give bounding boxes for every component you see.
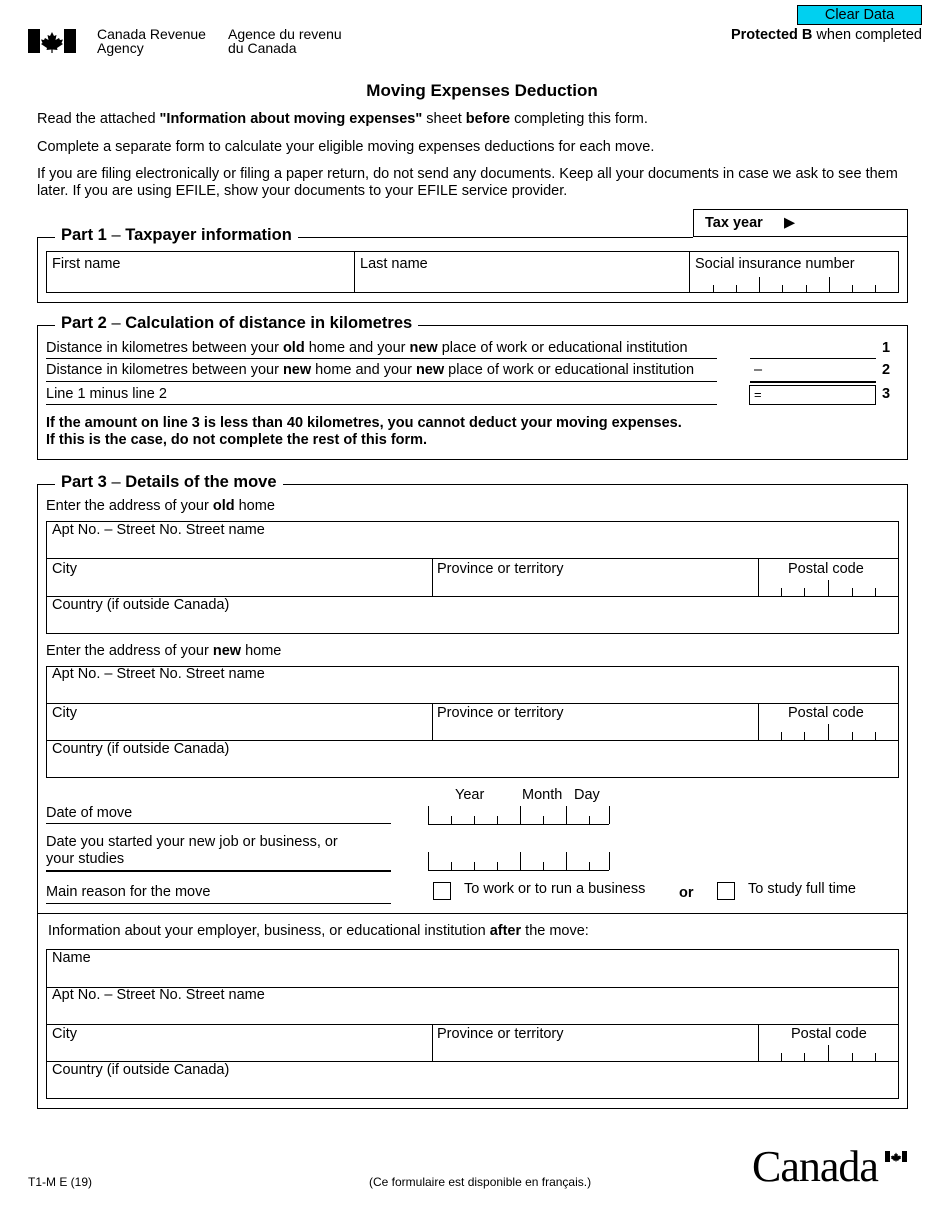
new-province-input[interactable] [434,721,756,739]
line3-input[interactable] [768,386,874,404]
date-tick [497,862,498,870]
line2-text-d: new [415,362,445,378]
agency-name-fr-line2: du Canada [228,40,297,56]
line1-label [46,340,688,356]
part2-legend-dash: – [106,314,126,332]
underline [46,404,717,405]
sin-tick [782,285,783,293]
divider [354,251,355,293]
agency-name-fr-line1: Agence du revenu [228,26,342,42]
old-home-text-a: Enter the address of your [46,498,213,514]
agency-name-en-line1: Canada Revenue [97,26,206,42]
line2-text-b: new [282,362,312,378]
tax-year-input[interactable] [808,211,904,235]
postal-tick [852,588,853,596]
line1-text-c: home and your [304,340,410,356]
postal-tick [852,1053,853,1061]
date-tick [474,816,475,824]
tax-year-arrow-icon: ▶ [784,215,796,231]
section-divider [37,913,908,914]
employer-street-label: Apt No. – Street No. Street name [52,987,265,1003]
divider [432,1024,433,1061]
old-home-text-b: old [212,498,235,514]
postal-tick [781,1053,782,1061]
old-city-label: City [52,561,77,577]
date-started-label-1: Date you started your new job or business, or [46,834,338,850]
postal-tick [804,732,805,740]
employer-city-input[interactable] [48,1042,430,1060]
underline [750,358,876,359]
sin-tick [713,285,714,293]
employer-postal-label: Postal code [791,1026,867,1042]
employer-country-label: Country (if outside Canada) [52,1062,230,1078]
employer-text-a: Information about your employer, business, or educational institution [48,923,490,939]
part2-legend-b: Calculation of distance in kilometres [125,314,413,332]
employer-name-input[interactable] [48,967,897,986]
line2-text-a: Distance in kilometres between your [46,362,283,378]
line1-text-d: new [409,340,438,356]
divider [758,703,759,740]
underline [46,870,391,872]
reason-study-label: To study full time [748,881,856,897]
line3-label: Line 1 minus line 2 [46,386,167,402]
date-started-input[interactable] [428,852,609,870]
canada-wordmark-text: Canada [752,1142,878,1191]
canada-wordmark [752,1142,908,1192]
underline [750,381,876,383]
date-tick [543,862,544,870]
line1-input[interactable] [750,338,876,357]
sin-label: Social insurance number [695,256,855,272]
employer-text-b: after [489,923,522,939]
main-reason-label: Main reason for the move [46,884,211,900]
divider [689,251,690,293]
old-street-input[interactable] [48,538,897,557]
tax-year-label: Tax year [705,215,763,231]
agency-name-en [97,27,206,55]
postal-tick [875,1053,876,1061]
date-tick [589,862,590,870]
postal-tick [828,580,829,596]
sin-tick [759,277,760,293]
sin-tick [736,285,737,293]
reason-work-checkbox[interactable] [433,882,451,900]
employer-province-input[interactable] [434,1042,756,1060]
postal-tick [875,588,876,596]
sin-tick [875,285,876,293]
distance-warning-1: If the amount on line 3 is less than 40 kilometres, you cannot deduct your moving expenses. [46,415,682,431]
date-tick [428,852,429,870]
divider [758,558,759,596]
intro-p1-e: completing this form. [510,111,648,127]
old-country-label: Country (if outside Canada) [52,597,230,613]
sin-tick [829,277,830,293]
date-tick [474,862,475,870]
line1-text-b: old [282,340,305,356]
postal-tick [875,732,876,740]
date-tick [520,852,521,870]
part3-legend-b: Details of the move [125,473,277,491]
postal-tick [804,1053,805,1061]
date-tick [609,806,610,824]
agency-name-fr [228,27,342,55]
protected-b-label: Protected B [730,27,813,43]
part3-legend-dash: – [106,473,126,491]
employer-heading [48,923,589,939]
month-header: Month [522,787,563,803]
new-home-heading [46,643,281,659]
agency-name-en-line2: Agency [97,40,144,56]
date-tick [520,806,521,824]
underline [46,381,717,382]
or-label: or [679,885,694,901]
sin-tick [852,285,853,293]
date-tick [609,852,610,870]
postal-tick [781,588,782,596]
reason-study-checkbox[interactable] [717,882,735,900]
employer-text-c: the move: [521,923,589,939]
intro-paragraph-3: If you are filing electronically or filing a paper return, do not send any documents. Keep all your documents in case we ask to see them later. If you are using EFILE, show your documents to your EFILE service provider. [37,166,898,199]
year-header: Year [455,787,485,803]
divider [432,558,433,596]
postal-tick [828,724,829,740]
underline [46,903,391,904]
postal-tick [781,732,782,740]
part1-legend-a: Part 1 [61,226,107,244]
new-postal-label: Postal code [788,705,864,721]
part1-legend-dash: – [106,226,126,244]
old-street-label: Apt No. – Street No. Street name [52,522,265,538]
sin-tick [806,285,807,293]
old-province-input[interactable] [434,577,756,595]
date-tick [566,806,567,824]
divider [46,703,899,704]
date-tick [451,862,452,870]
old-country-input[interactable] [48,614,897,633]
day-header: Day [574,787,600,803]
postal-tick [828,1045,829,1061]
old-home-text-c: home [234,498,275,514]
line2-text-c: home and your [311,362,416,378]
new-country-input[interactable] [48,758,897,777]
intro-paragraph-1 [37,111,648,128]
distance-warning-2: If this is the case, do not complete the rest of this form. [46,432,428,448]
part2-legend [55,314,418,333]
new-province-label: Province or territory [437,705,564,721]
date-tick [566,852,567,870]
part3-legend [55,473,283,492]
wordmark-flag-icon [885,1151,907,1162]
new-city-input[interactable] [48,721,430,739]
employer-province-label: Province or territory [437,1026,564,1042]
first-name-input[interactable] [48,274,352,292]
new-street-label: Apt No. – Street No. Street name [52,666,265,682]
part3-legend-a: Part 3 [61,473,107,491]
underline [46,358,717,359]
first-name-label: First name [52,256,121,272]
intro-p1-a: Read the attached [37,111,160,127]
date-of-move-label: Date of move [46,805,133,821]
divider [432,703,433,740]
clear-data-button[interactable]: Clear Data [797,5,922,25]
line2-number: 2 [882,362,891,378]
part2-legend-a: Part 2 [61,314,107,332]
comb-base [428,824,609,825]
employer-street-input[interactable] [48,1004,897,1023]
employer-name-label: Name [52,950,91,966]
date-started-label-2: your studies [46,851,125,867]
line3-number: 3 [882,386,891,402]
postal-tick [852,732,853,740]
part1-legend [55,226,298,245]
new-home-text-c: home [241,643,282,659]
line2-input[interactable] [768,361,876,380]
old-city-input[interactable] [48,577,430,595]
intro-p1-c: sheet [422,111,466,127]
postal-tick [804,588,805,596]
government-flag-logo [28,29,76,53]
sin-input[interactable] [691,274,897,292]
reason-work-label: To work or to run a business [464,881,646,897]
protected-b-suffix: when completed [816,27,922,43]
divider [46,1024,899,1025]
underline [46,823,391,824]
part1-legend-b: Taxpayer information [125,226,292,244]
intro-p1-d: before [465,111,511,127]
old-home-heading [46,498,275,514]
line2-operator: – [754,362,763,378]
new-street-input[interactable] [48,683,897,702]
new-home-text-b: new [212,643,242,659]
date-tick [451,816,452,824]
french-availability-note: (Ce formulaire est disponible en français.) [369,1175,592,1189]
last-name-label: Last name [360,256,428,272]
intro-paragraph-2: Complete a separate form to calculate your eligible moving expenses deductions for each move. [37,139,655,155]
intro-p1-b: "Information about moving expenses" [159,111,423,127]
employer-city-label: City [52,1026,77,1042]
date-tick [497,816,498,824]
line1-number: 1 [882,340,891,356]
new-country-label: Country (if outside Canada) [52,741,230,757]
divider [758,1024,759,1061]
line3-operator: = [754,387,762,402]
page-title: Moving Expenses Deduction [366,81,598,100]
old-postal-label: Postal code [788,561,864,577]
form-code: T1-M E (19) [28,1175,93,1189]
date-tick [589,816,590,824]
date-tick [543,816,544,824]
comb-base [428,870,609,871]
divider [46,558,899,559]
employer-country-input[interactable] [48,1079,897,1098]
new-home-text-a: Enter the address of your [46,643,213,659]
date-of-move-input[interactable] [428,806,609,824]
date-tick [428,806,429,824]
line2-label [46,362,694,378]
line2-text-e: place of work or educational institution [444,362,695,378]
line1-text-a: Distance in kilometres between your [46,340,283,356]
line1-text-e: place of work or educational institution [437,340,688,356]
last-name-input[interactable] [356,274,687,292]
new-city-label: City [52,705,77,721]
protected-b-notice [731,27,922,43]
old-province-label: Province or territory [437,561,564,577]
